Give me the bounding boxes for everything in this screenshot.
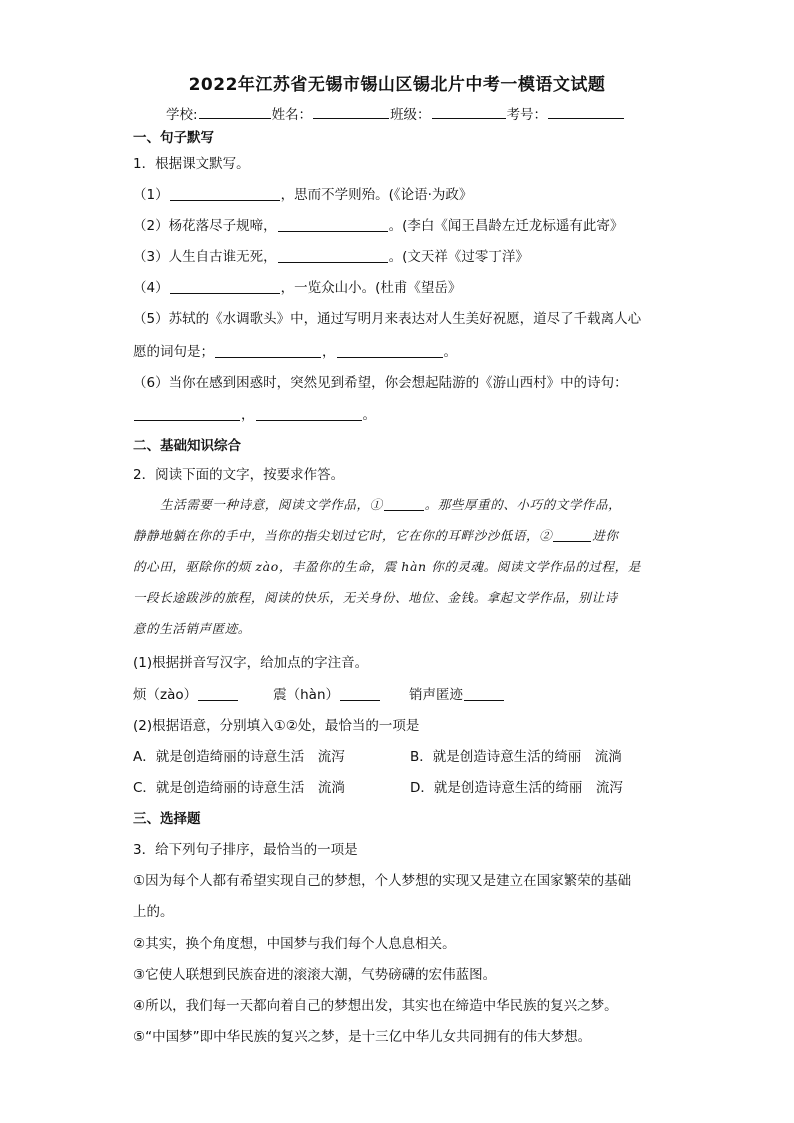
fill-2-blank[interactable] [340,686,380,701]
q1-item-4-prefix: （4） [133,280,169,296]
q1-item-2 [133,214,623,234]
question-2-stem: 2．阅读下面的文字，按要求作答。 [133,467,345,483]
q1-item-3-prefix: （3）人生自古谁无死， [133,249,277,265]
q1-item-3 [133,245,529,265]
student-info-row [166,103,625,123]
blank-marker-1: ① [369,497,383,512]
q1-item-1-prefix: （1） [133,187,169,203]
school-blank[interactable] [199,104,271,119]
sentence-1-line-1: ①因为每个人都有希望实现自己的梦想，个人梦想的实现又是建立在国家繁荣的基础 [133,873,632,889]
school-label: 学校: [166,107,198,123]
exam-no-label: 考号： [506,107,548,123]
q2-sub-2: (2)根据语意，分别填入①②处，最恰当的一项是 [133,718,420,734]
q1-item-5-line-1: （5）苏轼的《水调歌头》中，通过写明月来表达对人生美好祝愿，道尽了千载离人心 [133,311,642,327]
question-3-stem: 3．给下列句子排序，最恰当的一项是 [133,842,358,858]
fill-1-label: 烦（zào） [133,687,198,703]
q1-item-2-text: 。(李白《闻王昌龄左迁龙标遥有此寄》 [388,218,624,234]
passage-line-5: 意的生活销声匿迹。 [133,621,251,636]
answer-blank[interactable] [256,406,362,421]
option-a[interactable]: A．就是创造绮丽的诗意生活 流泻 [133,749,345,765]
class-blank[interactable] [432,104,506,119]
answer-blank[interactable] [278,248,388,263]
fill-3-label: 销声匿迹 [409,687,464,703]
passage-blank-1[interactable] [384,496,424,511]
q1-item-4 [133,276,461,296]
comma: ， [241,407,255,423]
q1-item-6-line-1: （6）当你在感到困惑时，突然见到希望，你会想起陆游的《游山西村》中的诗句： [133,375,628,391]
comma: ， [322,344,336,360]
fill-3-blank[interactable] [464,686,504,701]
class-label: 班级： [390,107,431,123]
q1-item-1 [133,183,472,203]
option-c[interactable]: C．就是创造绮丽的诗意生活 流淌 [133,780,345,796]
answer-blank[interactable] [170,186,280,201]
q1-item-1-text: ，思而不学则殆。(《论语·为政》 [280,187,473,203]
q1-item-3-text: 。(文天祥《过零丁洋》 [388,249,529,265]
section-heading-1: 一、句子默写 [133,130,214,146]
answer-blank[interactable] [337,343,443,358]
blank-marker-2: ② [539,528,553,543]
q1-item-5-line-2 [133,340,457,360]
q1-item-6-line-2 [133,403,376,423]
passage-text: 进你 [592,528,619,543]
fill-2-label: 震（hàn） [273,687,340,703]
period: 。 [443,344,457,360]
passage-text: 静静地躺在你的手中，当你的指尖划过它时，它在你的耳畔沙沙低语， [133,528,540,543]
passage-line-3: 的心田，驱除你的烦 zào，丰盈你的生命，震 hàn 你的灵魂。阅读文学作品的过程，是 [133,559,641,574]
answer-blank[interactable] [278,217,388,232]
sentence-5: ⑤“中国梦”即中华民族的复兴之梦，是十三亿中华儿女共同拥有的伟大梦想。 [133,1029,592,1045]
name-label: 姓名： [271,107,313,123]
name-blank[interactable] [313,104,389,119]
answer-blank[interactable] [170,279,280,294]
passage-blank-2[interactable] [553,527,591,542]
page-title: 2022年江苏省无锡市锡山区锡北片中考一模语文试题 [188,75,606,95]
passage-text: 生活需要一种诗意，阅读文学作品， [160,497,370,512]
passage-text: 。那些厚重的、小巧的文学作品， [424,497,622,512]
option-d[interactable]: D．就是创造诗意生活的绮丽 流泻 [410,780,623,796]
q2-sub-1: (1)根据拼音写汉字，给加点的字注音。 [133,655,369,671]
passage-line-1 [160,495,621,513]
period: 。 [362,407,376,423]
question-1-stem: 1．根据课文默写。 [133,156,250,172]
answer-blank[interactable] [215,343,321,358]
q2-fill-row [133,683,505,703]
sentence-4: ④所以，我们每一天都向着自己的梦想出发，其实也在缔造中华民族的复兴之梦。 [133,998,618,1014]
q1-item-4-text: ，一览众山小。(杜甫《望岳》 [280,280,462,296]
sentence-3: ③它使人联想到民族奋进的滚滚大潮，气势磅礴的宏伟蓝图。 [133,967,497,983]
sentence-2: ②其实，换个角度想，中国梦与我们每个人息息相关。 [133,936,456,952]
option-b[interactable]: B．就是创造诗意生活的绮丽 流淌 [410,749,622,765]
passage-line-4: 一段长途跋涉的旅程，阅读的快乐，无关身份、地位、金钱。拿起文学作品，别让诗 [133,590,618,605]
answer-blank[interactable] [134,406,240,421]
exam-no-blank[interactable] [548,104,624,119]
section-heading-3: 三、选择题 [133,811,201,827]
q1-item-5-prefix: 愿的词句是； [133,344,214,360]
q1-item-2-prefix: （2）杨花落尽子规啼， [133,218,277,234]
section-heading-2: 二、基础知识综合 [133,438,241,454]
fill-1-blank[interactable] [198,686,238,701]
sentence-1-line-2: 上的。 [133,904,174,920]
passage-line-2 [133,526,618,544]
